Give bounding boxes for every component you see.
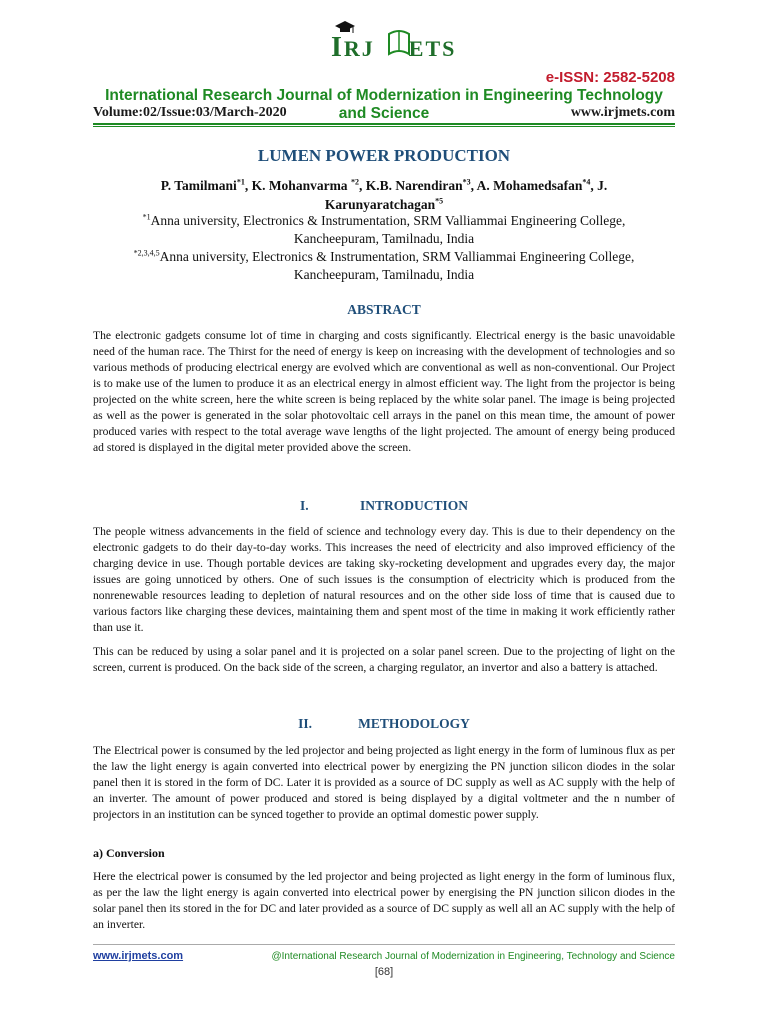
abstract-text: The electronic gadgets consume lot of time in charging and costs significantly. Electrical energy is the basic unavoidable need of the human race. The Thirst for the need of energy is keep on increasing with the development of technologies and so various methods of producing electrical energy are evolved which are conventional as well as non-conventional. Our Project is to make use of the lumen to produce it as an electrical energy in almost efficient way. The light from the projector is being projected on the white screen, here the white screen is being replaced by the white solar panel. The image is being projected as well as the power is generated in the solar photovoltaic cell arrays in the panel on this mean time, the amount of power produced varies with respect to the total average wave lengths of the light projected. The amount of energy being produced ad stored is displayed in the digital meter provided above the screen. xyxy=(93,329,675,454)
header-rule-thin xyxy=(93,126,675,127)
section-number: II. xyxy=(298,716,312,731)
volume-row xyxy=(93,105,675,121)
footer-copyright: @International Research Journal of Modernization in Engineering, Technology and Science xyxy=(271,951,675,962)
authors-line-1: P. Tamilmani$^{*1}$, K. Mohanvarma $^{*2}$, K.B. Narendiran$^{*3}$, A. Mohamedsafan$^{*4}$, J. xyxy=(160,177,608,193)
footer-rule xyxy=(93,944,675,945)
journal-name: International Research Journal of Modernization in Engineering Technology and Science xyxy=(105,87,663,122)
intro-paragraph-1: The people witness advancements in the field of science and technology every day. This is due to their dependency on the electronic gadgets to do their day-to-day works. This increases the need of electricity and also improved efficiency of the charging device in use. Though portable devices are taking sky-rocketing development and upgrades every day, the major issues are going unnoticed by others. One of such issues is the consumption of electricity which is produced from the nonrenewable resources leading to depletion of natural resources and on the other side loss of time that is caused due to various factors like charging these devices, maintaining them and spent most of the time in making it work efficiently rather than use it. xyxy=(93,525,675,634)
affiliation-1: $^{*1}$Anna university, Electronics & Instrumentation, SRM Valliammai Engineering College, Kancheepuram, Tamilnadu, India xyxy=(142,212,626,246)
method-heading xyxy=(93,716,675,732)
paper-title: LUMEN POWER PRODUCTION xyxy=(257,146,511,165)
header-rule xyxy=(93,123,675,125)
page-number: [68] xyxy=(374,966,394,978)
journal-website[interactable]: www.irjmets.com xyxy=(570,105,675,120)
section-title: METHODOLOGY xyxy=(358,716,470,731)
authors xyxy=(93,176,675,214)
section-number: I. xyxy=(299,498,309,513)
intro-paragraph-2: This can be reduced by using a solar panel and it is projected on a solar panel screen. Due to the projecting of light on the screen, current is produced. On the back side of the screen, a charging regulator, an invertor and also a battery is attached. xyxy=(93,645,675,674)
section-title: INTRODUCTION xyxy=(359,498,468,513)
affiliation-2: $^{*2,3,4,5}$Anna university, Electronics & Instrumentation, SRM Valliammai Engineering College, Kancheepuram, Tamilnadu, India xyxy=(133,248,635,282)
subsection-heading: a) Conversion xyxy=(93,846,165,860)
method-paragraph-2: Here the electrical power is consumed by the led projector and being projected as light energy in the form of luminous flux, as per the law the light energy is again converted into electrical power by energising the PN junction silicon diodes in the solar panel then its stored in the for DC and later provided as a source of DC supply as well all an AC supply with the help of an inverter. xyxy=(93,870,675,931)
volume-info: Volume:02/Issue:03/March-2020 xyxy=(93,105,287,120)
authors-line-2: Karunyaratchagan$^{*5}$ xyxy=(324,196,444,212)
issn: e-ISSN: 2582-5208 xyxy=(545,69,675,86)
abstract-heading: ABSTRACT xyxy=(347,302,421,317)
intro-heading xyxy=(93,498,675,514)
footer-website-link[interactable]: www.irjmets.com xyxy=(93,950,184,962)
method-paragraph-1: The Electrical power is consumed by the led projector and being projected as light energy in the form of luminous flux as per the law the light energy is again converted into electrical power by energizing the PN junction silicon diodes in the solar panel then it is stored in the form of DC. Later it is provided as a source of DC supply as well as AC supply with the help of an inverter. The amount of power produced and stored is being displayed by a digital voltmeter and the n number of projectors in an institution can be synced together to provide an optimal domestic power supply. xyxy=(93,744,675,821)
logo-text: IRJ ETS xyxy=(331,32,457,63)
